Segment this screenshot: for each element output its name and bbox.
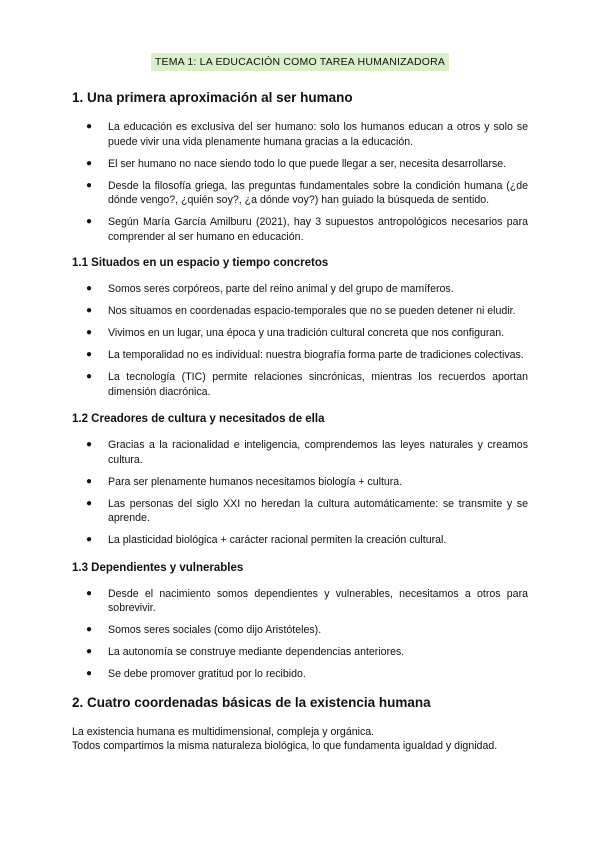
list-item-text: Según María García Amilburu (2021), hay 3 supuestos antropológicos necesarios para comprender al ser humano en educación. [108, 216, 528, 243]
list-item [72, 370, 528, 399]
list-item [72, 282, 528, 297]
list-item [72, 348, 528, 363]
bullet-icon: ● [86, 624, 93, 635]
list-item [72, 304, 528, 319]
list-item-text: Las personas del siglo XXI no heredan la cultura automáticamente: se transmite y se aprende. [108, 497, 528, 524]
document-title: TEMA 1: LA EDUCACIÓN COMO TAREA HUMANIZADORA [151, 53, 449, 71]
list-item-text: Somos seres sociales (como dijo Aristóteles). [108, 624, 322, 636]
list-item-text: Desde el nacimiento somos dependientes y vulnerables, necesitamos a otros para sobrevivir. [108, 587, 528, 614]
bullet-icon: ● [86, 283, 93, 294]
section-2-heading: 2. Cuatro coordenadas básicas de la existencia humana [72, 694, 431, 710]
bullet-icon: ● [86, 216, 93, 227]
list-item [72, 667, 528, 682]
section-2-paragraph [72, 725, 528, 754]
list-item [72, 645, 528, 660]
paragraph-line: La existencia humana es multidimensional, compleja y orgánica. [72, 725, 375, 738]
bullet-icon: ● [86, 668, 93, 679]
list-item [72, 215, 528, 244]
list-item [72, 497, 528, 526]
list-item [72, 157, 528, 172]
paragraph-line: Todos compartimos la misma naturaleza biológica, lo que fundamenta igualdad y dignidad. [72, 740, 498, 752]
list-item [72, 533, 528, 548]
section-1-3-list [72, 587, 528, 682]
section-1-1-list [72, 282, 528, 399]
list-item-text: La tecnología (TIC) permite relaciones sincrónicas, mientras los recuerdos aportan dimensión diacrónica. [108, 371, 528, 398]
list-item [72, 623, 528, 638]
bullet-icon: ● [86, 534, 93, 545]
section-1-3-heading: 1.3 Dependientes y vulnerables [72, 561, 244, 574]
bullet-icon: ● [86, 179, 93, 191]
bullet-icon: ● [86, 371, 93, 382]
list-item [72, 326, 528, 341]
list-item-text: La educación es exclusiva del ser humano: solo los humanos educan a otros y solo se puede vivir una vida plenamente humana gracias a la educación. [108, 121, 528, 148]
bullet-icon: ● [86, 646, 93, 657]
list-item-text: Para ser plenamente humanos necesitamos biología + cultura. [108, 475, 403, 488]
section-1-1-heading: 1.1 Situados en un espacio y tiempo concretos [72, 257, 329, 269]
bullet-icon: ● [86, 121, 93, 132]
bullet-icon: ● [86, 327, 93, 338]
bullet-icon: ● [86, 497, 93, 509]
list-item-text: Somos seres corpóreos, parte del reino animal y del grupo de mamíferos. [108, 283, 454, 295]
section-1-list [72, 120, 528, 244]
list-item-text: Se debe promover gratitud por lo recibido. [108, 668, 306, 680]
list-item-text: La autonomía se construye mediante dependencias anteriores. [108, 646, 405, 658]
list-item-text: Gracias a la racionalidad e inteligencia, comprendemos las leyes naturales y creamos cultura. [108, 439, 528, 466]
bullet-icon: ● [86, 305, 93, 316]
list-item-text: La plasticidad biológica + carácter racional permiten la creación cultural. [108, 534, 447, 546]
list-item [72, 438, 528, 467]
bullet-icon: ● [86, 475, 93, 487]
list-item [72, 120, 528, 149]
list-item [72, 587, 528, 616]
list-item [72, 179, 528, 208]
list-item [72, 475, 528, 490]
bullet-icon: ● [86, 157, 93, 169]
section-1-heading: 1. Una primera aproximación al ser humano [72, 90, 353, 105]
list-item-text: Vivimos en un lugar, una época y una tradición cultural concreta que nos configuran. [108, 327, 505, 339]
bullet-icon: ● [86, 439, 93, 450]
section-1-2-heading: 1.2 Creadores de cultura y necesitados de ella [72, 413, 325, 425]
bullet-icon: ● [86, 349, 93, 360]
section-1-2-list [72, 438, 528, 548]
list-item-text: La temporalidad no es individual: nuestra biografía forma parte de tradiciones colectivas. [108, 349, 524, 361]
bullet-icon: ● [86, 587, 93, 599]
list-item-text: El ser humano no nace siendo todo lo que puede llegar a ser, necesita desarrollarse. [108, 157, 507, 170]
list-item-text: Desde la filosofía griega, las preguntas fundamentales sobre la condición humana (¿de dónde vengo?, ¿quién soy?, ¿a dónde voy?) han guiado la búsqueda de sentido. [108, 179, 528, 206]
title-wrap [72, 52, 528, 71]
list-item-text: Nos situamos en coordenadas espacio-temporales que no se pueden detener ni eludir. [108, 305, 516, 317]
